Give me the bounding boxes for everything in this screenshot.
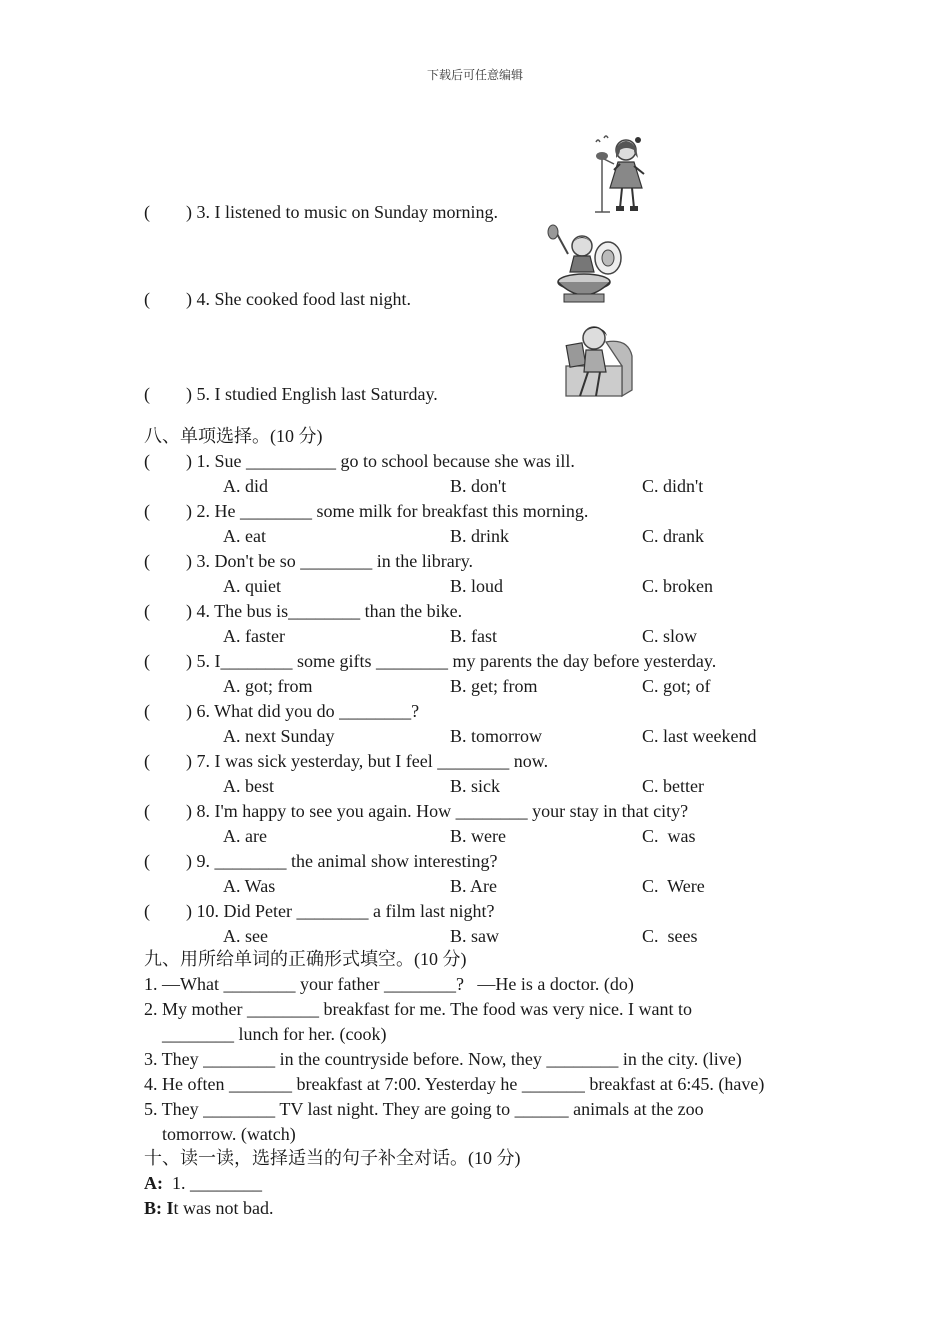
- fill-line: ________ lunch for her. (cook): [144, 1024, 387, 1044]
- girl-reading-icon: [560, 322, 636, 400]
- option-c: C. last weekend: [642, 726, 757, 746]
- option-c: C. Were: [642, 876, 705, 896]
- picture-item-5: ( ) 5. I studied English last Saturday.: [144, 384, 438, 404]
- fill-line: 2. My mother ________ breakfast for me. The food was very nice. I want to: [144, 999, 693, 1019]
- question-stem: ( ) 6. What did you do ________?: [144, 701, 420, 721]
- option-c: C. sees: [642, 926, 698, 946]
- option-c: C. was: [642, 826, 696, 846]
- picture-item-3: ( ) 3. I listened to music on Sunday morning.: [144, 202, 498, 222]
- dialogue-text: t was not bad.: [173, 1198, 274, 1218]
- option-b: B. sick: [450, 776, 501, 796]
- picture-item-4: ( ) 4. She cooked food last night.: [144, 289, 411, 309]
- fill-line: 3. They ________ in the countryside before. Now, they ________ in the city. (live): [144, 1049, 742, 1069]
- option-b: B. drink: [450, 526, 510, 546]
- section8-title: 八、单项选择。(10 分): [144, 426, 323, 446]
- option-b: B. get; from: [450, 676, 538, 696]
- option-c: C. drank: [642, 526, 704, 546]
- dialogue-text: 1. ________: [163, 1173, 262, 1193]
- question-stem: ( ) 5. I________ some gifts ________ my parents the day before yesterday.: [144, 651, 717, 671]
- fill-line: 5. They ________ TV last night. They are going to ______ animals at the zoo: [144, 1099, 704, 1119]
- dialogue-line-a: [144, 1172, 262, 1194]
- question-stem: ( ) 8. I'm happy to see you again. How ________ your stay in that city?: [144, 801, 689, 821]
- section10-title: 十、读一读，选择适当的句子补全对话。(10 分): [144, 1148, 521, 1168]
- option-a: A. quiet: [223, 576, 281, 596]
- option-a: A. eat: [223, 526, 266, 546]
- option-a: A. faster: [223, 626, 285, 646]
- option-b: B. don't: [450, 476, 507, 496]
- question-stem: ( ) 3. Don't be so ________ in the library.: [144, 551, 474, 571]
- option-a: A. are: [223, 826, 267, 846]
- option-c: C. slow: [642, 626, 698, 646]
- question-stem: ( ) 10. Did Peter ________ a film last night?: [144, 901, 495, 921]
- fill-line: 1. —What ________ your father ________? —He is a doctor. (do): [144, 974, 634, 994]
- option-a: A. best: [223, 776, 274, 796]
- option-c: C. better: [642, 776, 704, 796]
- question-stem: ( ) 1. Sue __________ go to school because she was ill.: [144, 451, 575, 471]
- section9-title: 九、用所给单词的正确形式填空。(10 分): [144, 949, 467, 969]
- question-stem: ( ) 7. I was sick yesterday, but I feel ________ now.: [144, 751, 549, 771]
- fill-line: 4. He often _______ breakfast at 7:00. Yesterday he _______ breakfast at 6:45. (have): [144, 1074, 765, 1094]
- option-a: A. next Sunday: [223, 726, 335, 746]
- page-header: 下载后可任意编辑: [426, 68, 523, 82]
- option-b: B. tomorrow: [450, 726, 542, 746]
- option-b: B. loud: [450, 576, 504, 596]
- option-b: B. fast: [450, 626, 497, 646]
- question-stem: ( ) 4. The bus is________ than the bike.: [144, 601, 463, 621]
- girl-singing-icon: [590, 128, 662, 216]
- option-b: B. saw: [450, 926, 499, 946]
- option-c: C. didn't: [642, 476, 704, 496]
- option-c: C. broken: [642, 576, 713, 596]
- option-a: A. did: [223, 476, 268, 496]
- option-a: A. see: [223, 926, 268, 946]
- question-stem: ( ) 9. ________ the animal show interesting?: [144, 851, 498, 871]
- dialogue-line-b: [144, 1197, 274, 1219]
- fill-line: tomorrow. (watch): [144, 1124, 296, 1144]
- question-stem: ( ) 2. He ________ some milk for breakfast this morning.: [144, 501, 589, 521]
- option-b: B. Are: [450, 876, 497, 896]
- girl-cooking-icon: [542, 222, 632, 306]
- option-b: B. were: [450, 826, 506, 846]
- option-c: C. got; of: [642, 676, 711, 696]
- option-a: A. got; from: [223, 676, 313, 696]
- option-a: A. Was: [223, 876, 276, 896]
- speaker-label: B: I: [144, 1198, 174, 1218]
- speaker-label: A:: [144, 1173, 163, 1193]
